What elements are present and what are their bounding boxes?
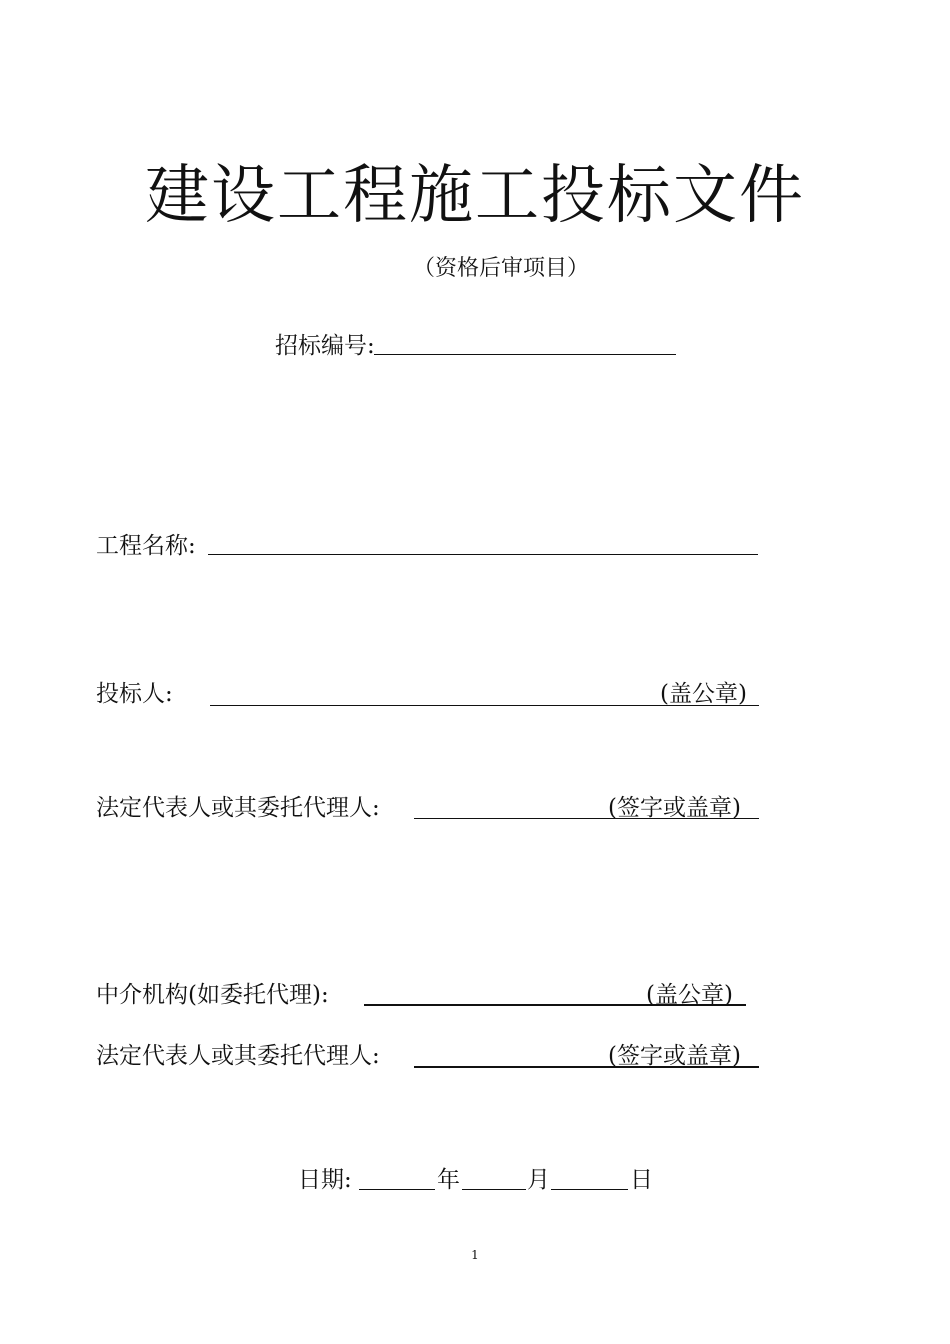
agency-legal-representative-sign-note: (签字或盖章) xyxy=(608,1043,741,1069)
bidder-seal-note: (盖公章) xyxy=(660,681,747,707)
project-name-field[interactable] xyxy=(208,554,758,555)
agency-seal-note: (盖公章) xyxy=(646,982,733,1008)
date-year-field[interactable] xyxy=(359,1189,435,1190)
legal-representative-sign-note: (签字或盖章) xyxy=(608,795,741,821)
page-number: 1 xyxy=(471,1248,479,1262)
document-title: 建设工程施工投标文件 xyxy=(145,159,805,233)
date-day-field[interactable] xyxy=(551,1189,628,1190)
agency-label: 中介机构(如委托代理): xyxy=(96,982,329,1008)
date-label: 日期: xyxy=(298,1167,352,1193)
project-name-label: 工程名称: xyxy=(96,533,196,559)
tender-number-label: 招标编号: xyxy=(275,333,375,359)
legal-representative-label: 法定代表人或其委托代理人: xyxy=(96,795,380,821)
agency-legal-representative-label: 法定代表人或其委托代理人: xyxy=(96,1043,380,1069)
date-month-field[interactable] xyxy=(462,1189,526,1190)
date-month-label: 月 xyxy=(527,1167,550,1193)
bidder-label: 投标人: xyxy=(96,681,173,707)
tender-number-field[interactable] xyxy=(374,354,676,355)
date-day-label: 日 xyxy=(630,1167,653,1193)
date-year-label: 年 xyxy=(437,1167,460,1193)
document-subtitle: （资格后审项目） xyxy=(413,256,590,281)
